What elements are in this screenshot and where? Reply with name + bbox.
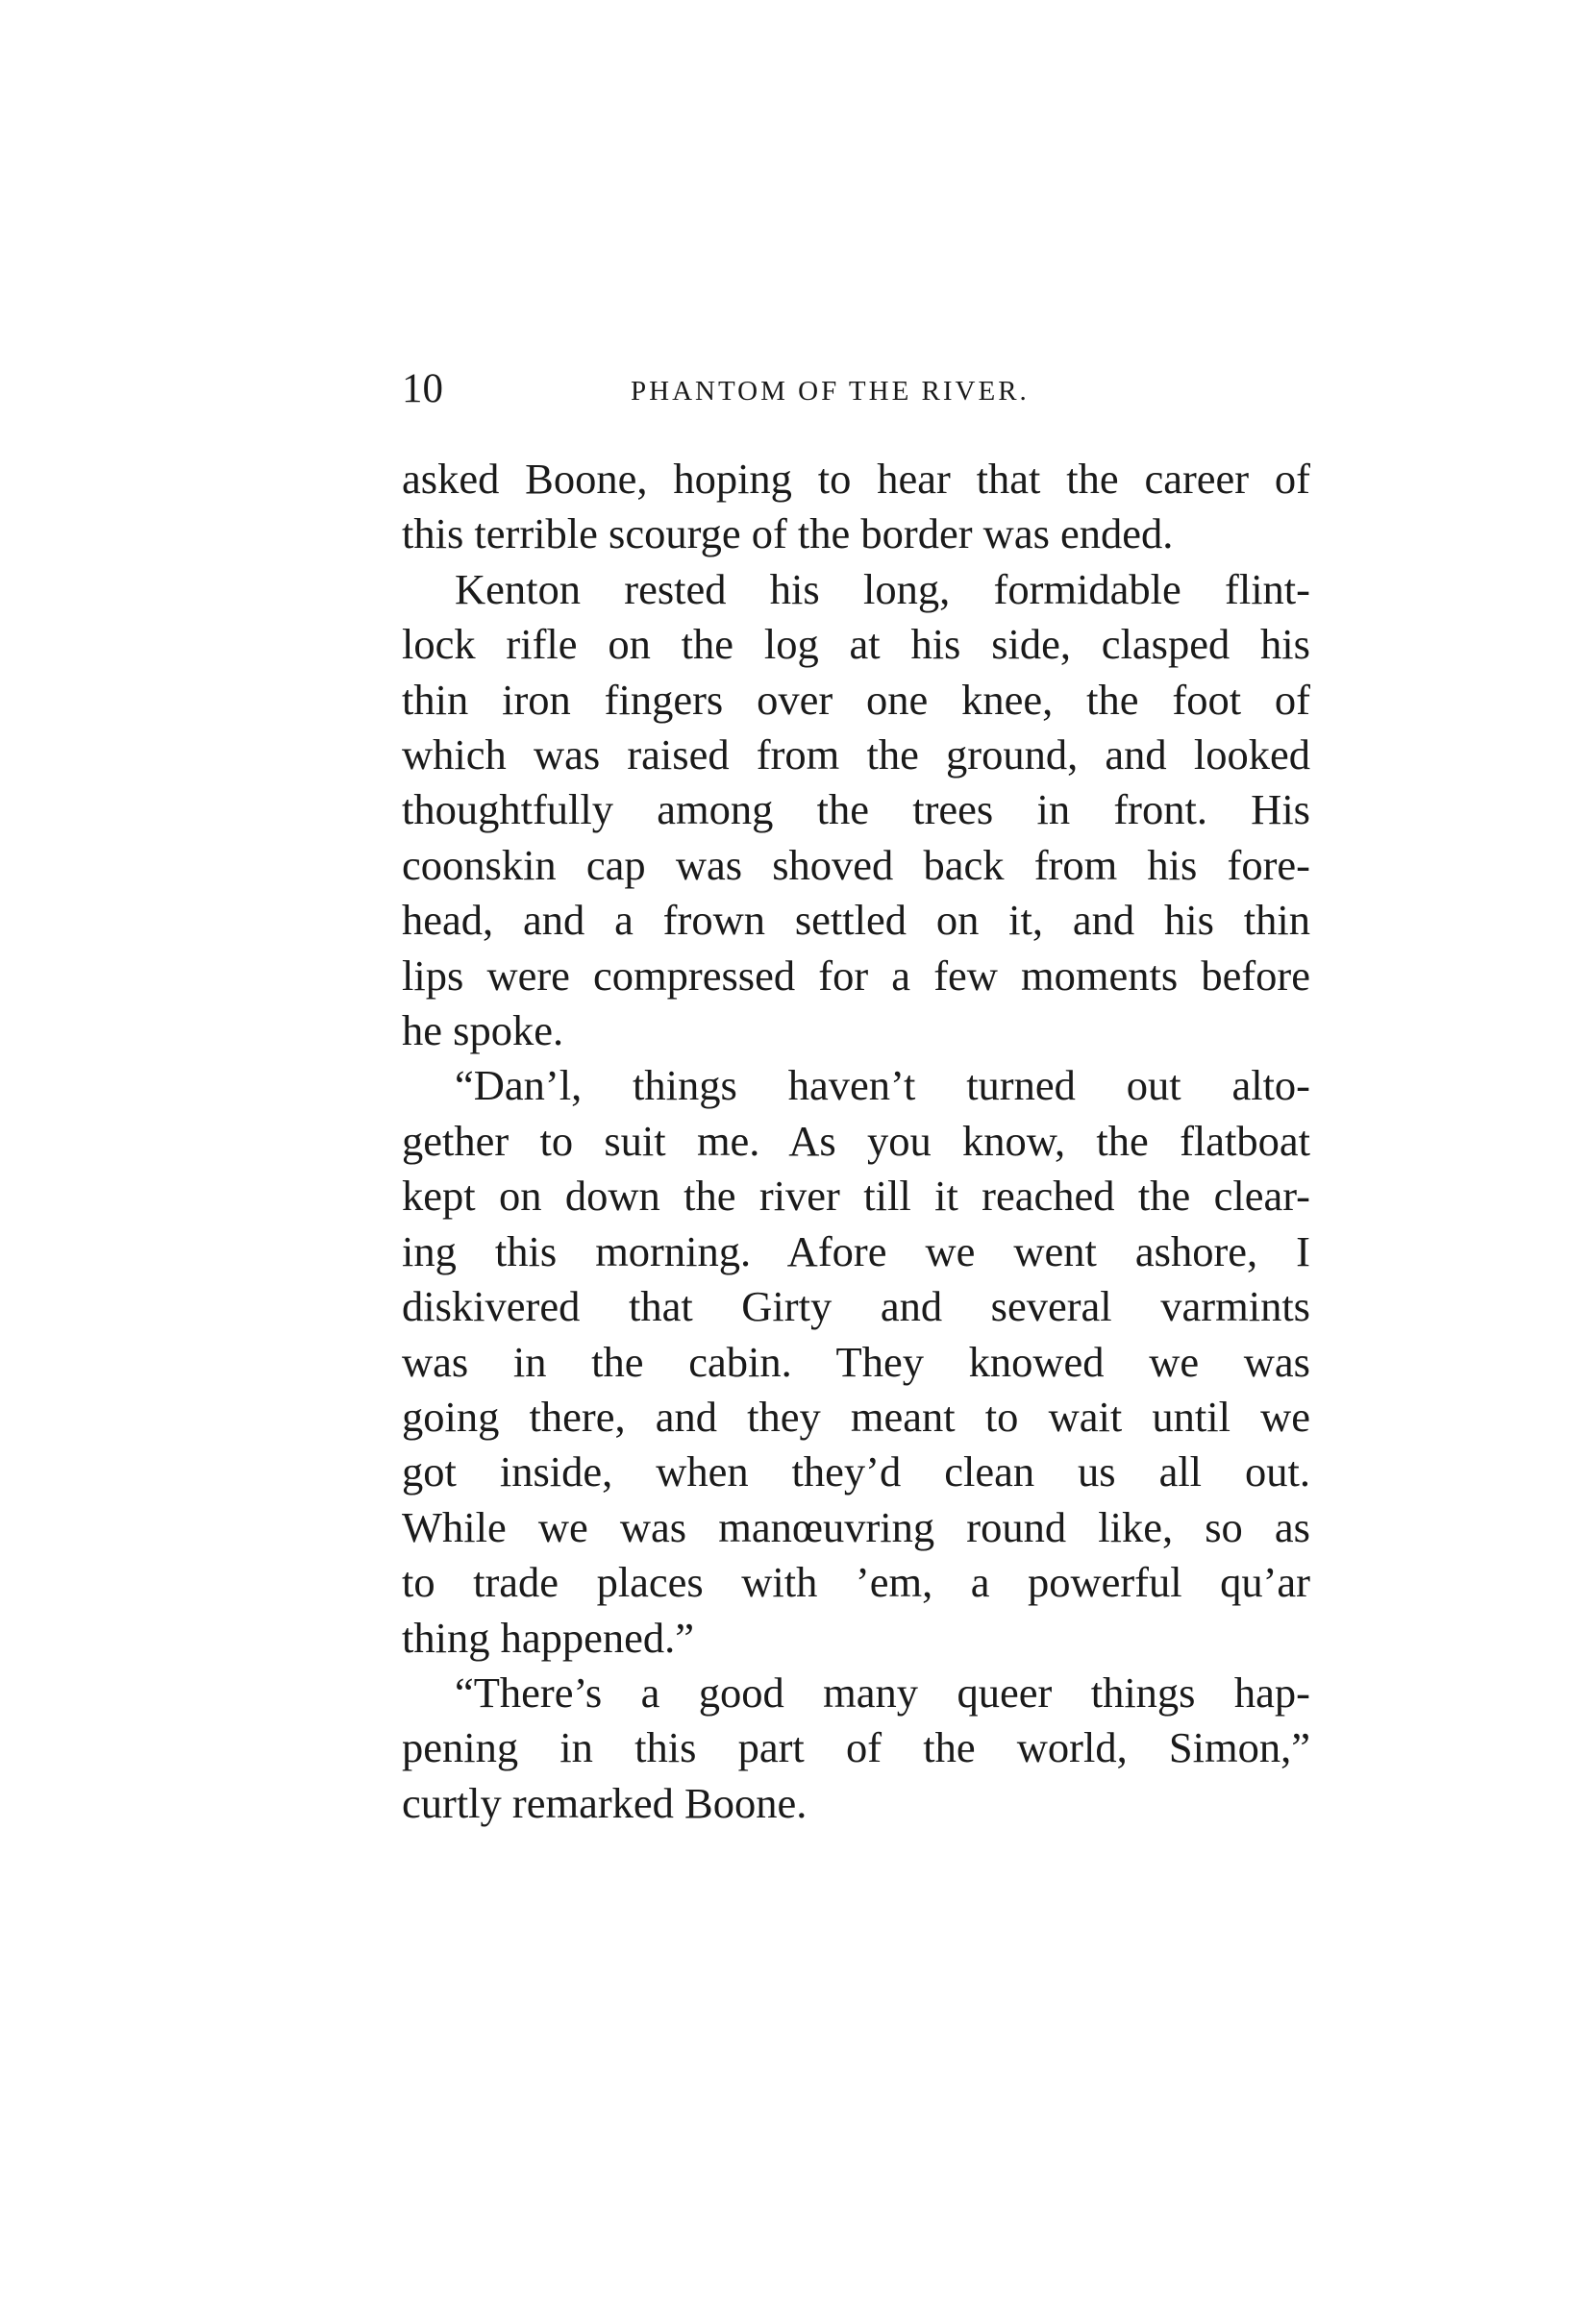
text-line: pening in this part of the world, Simon,” xyxy=(402,1723,1310,1772)
text-line: going there, and they meant to wait until we xyxy=(402,1392,1310,1441)
text-line: diskivered that Girty and several varmints xyxy=(402,1282,1310,1331)
text-line: he spoke. xyxy=(402,1006,564,1055)
text-line: was in the cabin. They knowed we was xyxy=(402,1337,1310,1386)
text-line: head, and a frown settled on it, and his thin xyxy=(402,896,1310,945)
text-line: lock rifle on the log at his side, clasped his xyxy=(402,620,1310,669)
paragraph xyxy=(402,562,1310,1059)
text-line: curtly remarked Boone. xyxy=(402,1778,808,1827)
text-line: kept on down the river till it reached the clear- xyxy=(402,1172,1310,1221)
paragraph xyxy=(402,1666,1310,1831)
running-title: PHANTOM OF THE RIVER. xyxy=(631,376,1030,407)
text-line: to trade places with ’em, a powerful qu’ar xyxy=(402,1558,1310,1607)
text-line: Kenton rested his long, formidable flint- xyxy=(455,564,1310,613)
text-line: thoughtfully among the trees in front. His xyxy=(402,785,1310,834)
text-line: this terrible scourge of the border was ended. xyxy=(402,509,1174,558)
text-line: got inside, when they’d clean us all out. xyxy=(402,1447,1310,1496)
text-line: “There’s a good many queer things hap- xyxy=(455,1668,1310,1717)
paragraph xyxy=(402,1058,1310,1665)
body-text xyxy=(402,452,1310,1831)
running-head xyxy=(402,360,1315,418)
text-line: While we was manœuvring round like, so as xyxy=(402,1502,1310,1551)
text-line: lips were compressed for a few moments before xyxy=(402,951,1310,1000)
text-line: thing happened.” xyxy=(402,1613,694,1662)
paragraph xyxy=(402,452,1310,562)
text-line: ing this morning. Afore we went ashore, I xyxy=(402,1226,1310,1275)
text-line: coonskin cap was shoved back from his fore- xyxy=(402,840,1310,889)
text-line: “Dan’l, things haven’t turned out alto- xyxy=(455,1061,1310,1110)
text-line: gether to suit me. As you know, the flatboat xyxy=(402,1116,1310,1165)
page-number: 10 xyxy=(402,366,443,411)
text-line: which was raised from the ground, and looked xyxy=(402,730,1310,779)
text-line: thin iron fingers over one knee, the foot of xyxy=(402,675,1310,724)
text-line: asked Boone, hoping to hear that the career of xyxy=(402,455,1310,503)
